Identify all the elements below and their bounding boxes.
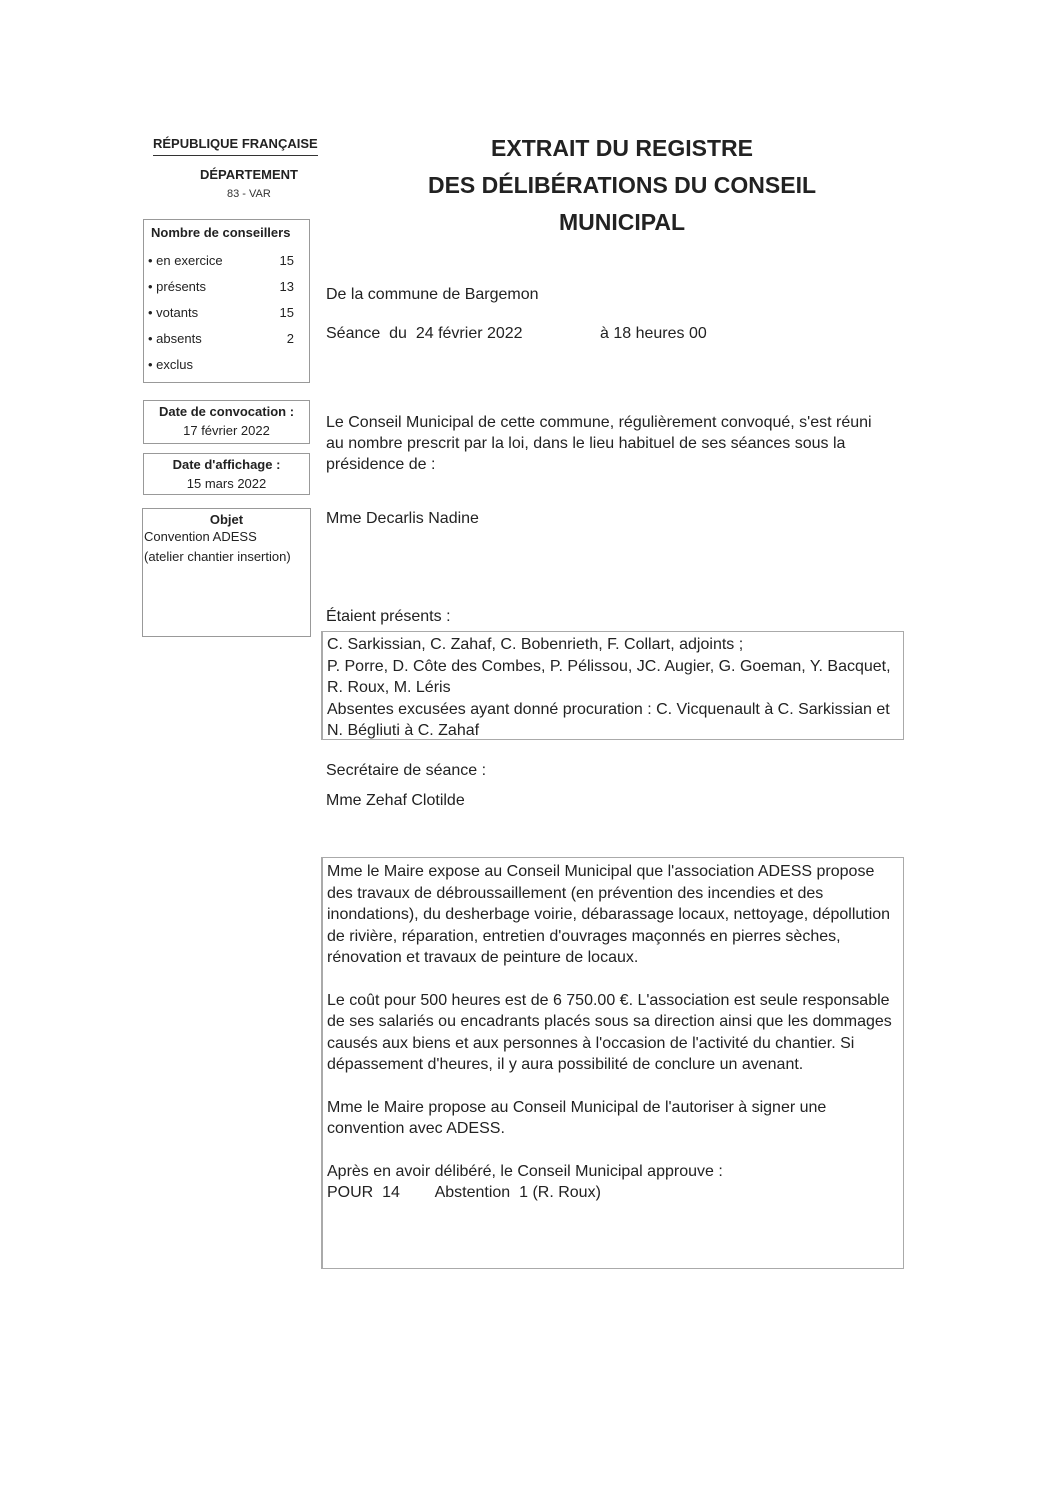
title-line-1: EXTRAIT DU REGISTRE <box>491 135 753 161</box>
deliberation-paragraph-3: Mme le Maire propose au Conseil Municipal de l'autoriser à signer une convention avec ADESS. <box>327 1098 827 1137</box>
objet-box <box>142 508 311 637</box>
row-label: • présents <box>148 279 207 294</box>
document-title <box>383 130 861 241</box>
deliberation-paragraph-2: Le coût pour 500 heures est de 6 750.00 €. L'association est seule responsable de ses salariés ou encadrants placés sous sa direction ainsi que les dommages causés aux biens et aux personnes à l'occasion de l'activité du chantier. Si dépassement d'heures, il y aura possibilité de conclure un avenant. <box>327 991 892 1073</box>
vote-result: POUR 14 Abstention 1 (R. Roux) <box>327 1184 601 1201</box>
row-label: • absents <box>148 331 202 346</box>
conseillers-row <box>148 331 294 346</box>
republique-label: RÉPUBLIQUE FRANÇAISE <box>153 136 318 156</box>
presents-conseillers: P. Porre, D. Côte des Combes, P. Pélissou, JC. Augier, G. Goeman, Y. Bacquet, R. Roux, M. Léris <box>327 657 891 696</box>
deliberation-paragraph-1: Mme le Maire expose au Conseil Municipal que l'association ADESS propose des travaux de débroussaillement (en prévention des incendies et des inondations), du desherbage voirie, débarassage locaux, nettoyage, dépollution de rivière, réparation, entretien d'ouvrages maçonnés en pierres sèches, rénovation et travaux de peinture de locaux. <box>327 863 891 966</box>
conseillers-heading: Nombre de conseillers <box>151 225 291 240</box>
objet-line-1: Convention ADESS <box>144 529 257 544</box>
presents-heading: Étaient présents : <box>326 608 451 625</box>
row-label: • en exercice <box>148 253 223 268</box>
row-value: 15 <box>279 253 294 268</box>
intro-paragraph: Le Conseil Municipal de cette commune, régulièrement convoqué, s'est réuni au nombre prescrit par la loi, dans le lieu habituel de ses séances sous la présidence de : <box>326 414 872 473</box>
secretaire-name: Mme Zehaf Clotilde <box>326 792 465 809</box>
title-line-2: DES DÉLIBÉRATIONS DU CONSEIL <box>427 172 817 198</box>
objet-label: Objet <box>209 512 244 527</box>
commune-text: De la commune de Bargemon <box>326 286 539 303</box>
affichage-label: Date d'affichage : <box>172 457 281 472</box>
conseillers-box <box>143 219 310 383</box>
conseillers-row <box>148 279 294 294</box>
secretaire-label: Secrétaire de séance : <box>326 762 487 779</box>
affichage-box <box>143 453 310 495</box>
presents-box <box>321 631 904 740</box>
objet-line-2: (atelier chantier insertion) <box>144 549 291 564</box>
row-value: 13 <box>279 279 294 294</box>
row-value: 15 <box>279 305 294 320</box>
conseillers-row <box>148 357 294 372</box>
convocation-box <box>143 400 310 444</box>
convocation-date: 17 février 2022 <box>183 423 270 438</box>
row-label: • votants <box>148 305 199 320</box>
title-line-3: MUNICIPAL <box>558 209 686 235</box>
conseillers-row <box>148 305 294 320</box>
row-label: • exclus <box>148 357 194 372</box>
affichage-date: 15 mars 2022 <box>186 476 267 491</box>
departement-value: 83 - VAR <box>227 188 271 200</box>
deliberation-approval: Après en avoir délibéré, le Conseil Municipal approuve : <box>327 1162 723 1180</box>
president-name: Mme Decarlis Nadine <box>326 510 479 527</box>
row-value: 2 <box>286 331 294 346</box>
departement-label: DÉPARTEMENT <box>200 167 298 182</box>
presents-adjoints: C. Sarkissian, C. Zahaf, C. Bobenrieth, F. Collart, adjoints ; <box>327 636 744 653</box>
convocation-label: Date de convocation : <box>158 404 295 419</box>
seance-heure: à 18 heures 00 <box>600 325 707 342</box>
seance-date: Séance du 24 février 2022 <box>326 325 523 342</box>
conseillers-row <box>148 253 294 268</box>
presents-procurations: Absentes excusées ayant donné procuration : C. Vicquenault à C. Sarkissian et N. Bégliuti à C. Zahaf <box>327 700 890 739</box>
deliberation-box <box>321 857 904 1269</box>
